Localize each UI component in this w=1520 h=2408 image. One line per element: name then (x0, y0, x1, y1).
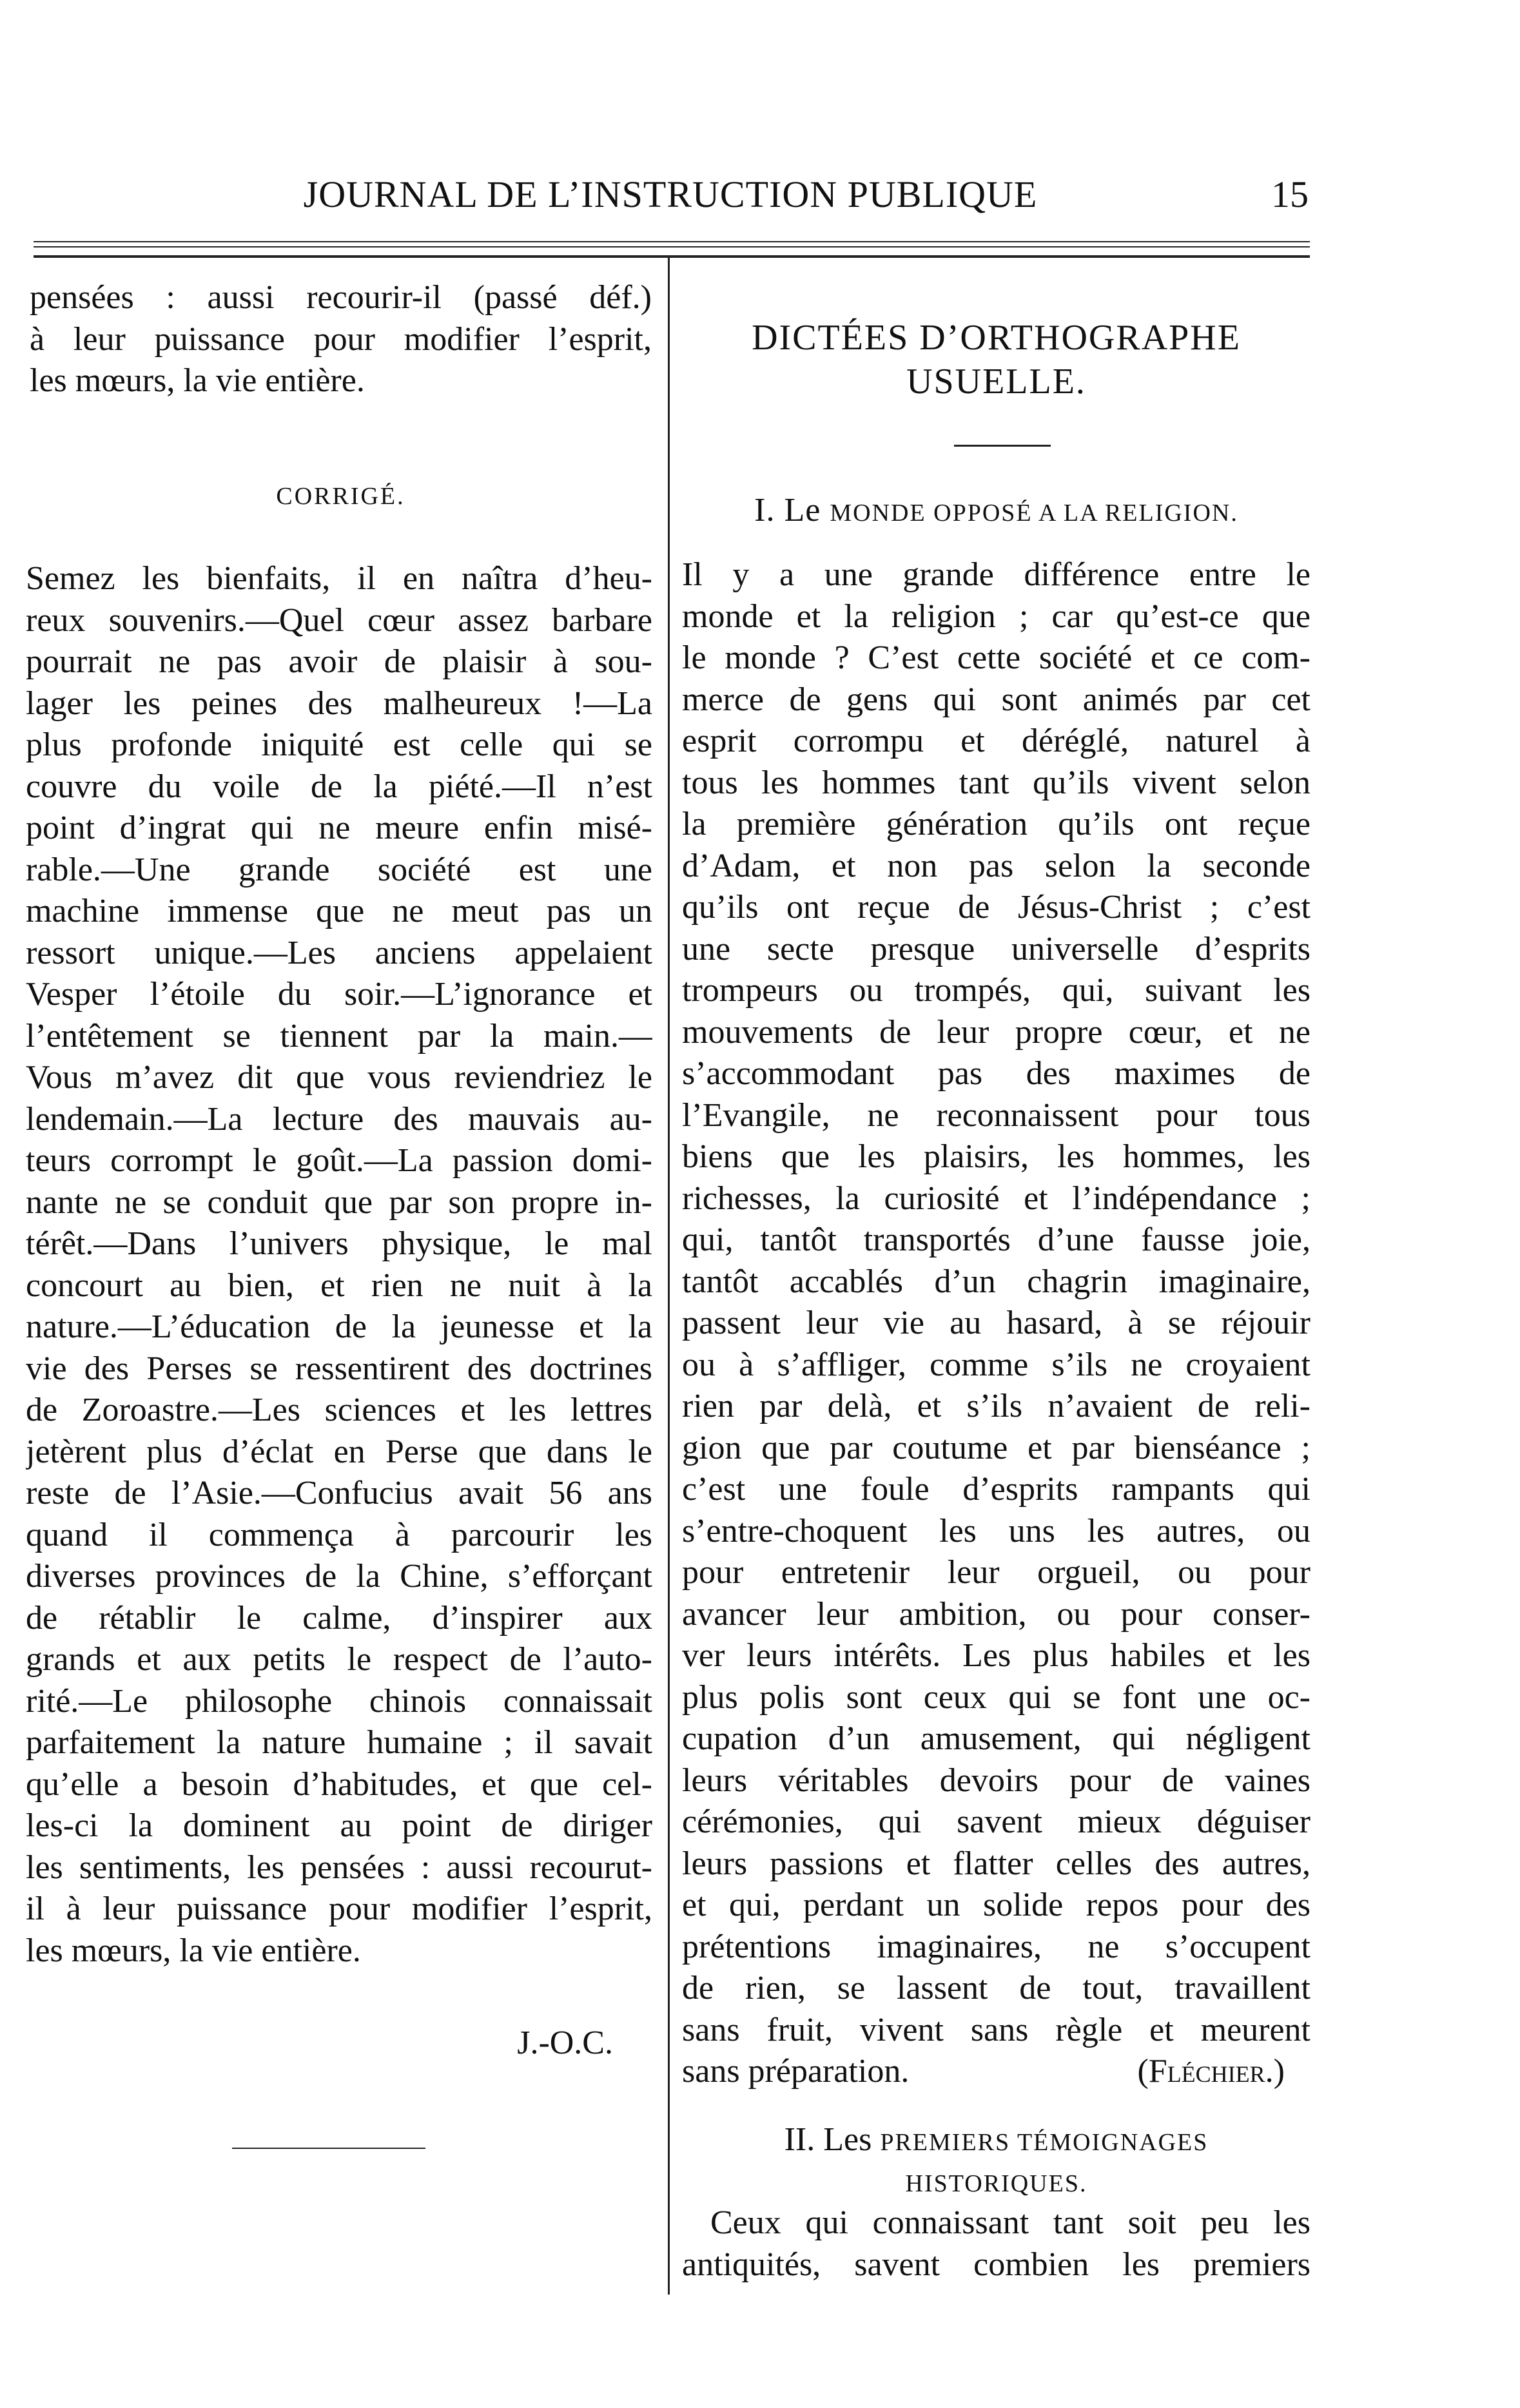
author-attribution (1137, 2051, 1311, 2093)
text-line: lager les peines des malheureux !—La (26, 685, 652, 722)
text-line: s’accommodant pas des maximes de (682, 1055, 1311, 1092)
text-line: point d’ingrat qui ne meure enfin misé- (26, 810, 652, 846)
text-line: et qui, perdant un solide repos pour des (682, 1887, 1311, 1923)
text-line: leurs véritables devoirs pour de vaines (682, 1762, 1311, 1799)
text-line: biens que les plaisirs, les hommes, les (682, 1138, 1311, 1175)
text-line: les mœurs, la vie entière. (26, 1932, 361, 1969)
text-line: de rien, se lassent de tout, travaillent (682, 1970, 1311, 2006)
text-line: couvre du voile de la piété.—Il n’est (26, 768, 652, 805)
section-title (682, 316, 1311, 403)
text-line: jetèrent plus d’éclat en Perse que dans le (26, 1433, 652, 1470)
column-divider (668, 258, 670, 2295)
title-rule (954, 445, 1051, 447)
section-end-rule (232, 2148, 425, 2149)
text-line: diverses provinces de la Chine, s’efforçant (26, 1558, 652, 1595)
text-line: pensées : aussi recourir-il (passé déf.) (30, 279, 652, 316)
text-line: prétentions imaginaires, ne s’occupent (682, 1928, 1311, 1965)
text-line: passent leur vie au hasard, à se réjouir (682, 1305, 1311, 1341)
text-line: de rétablir le calme, d’inspirer aux (26, 1599, 652, 1636)
text-line: rable.—Une grande société est une (26, 851, 652, 888)
text-line: concourt au bien, et rien ne nuit à la (26, 1267, 652, 1304)
text-line-end: sans préparation. (682, 2053, 910, 2090)
text-line: pourrait ne pas avoir de plaisir à sou- (26, 643, 652, 680)
subsection-number: I. (754, 492, 775, 529)
text-line: leurs passions et flatter celles des autres, (682, 1845, 1311, 1882)
text-line: l’entêtement se tiennent par la main.— (26, 1017, 652, 1054)
text-line: Vous m’avez dit que vous reviendriez le (26, 1059, 652, 1096)
subsection-body (682, 2203, 1311, 2286)
running-title: JOURNAL DE L’INSTRUCTION PUBLIQUE (303, 173, 1038, 215)
text-line: qui, tantôt transportés d’une fausse joie, (682, 1221, 1311, 1258)
corrige-body (26, 558, 652, 1972)
subsection-heading-line: HISTORIQUES. (905, 2170, 1087, 2197)
text-line: nante ne se conduit que par son propre in- (26, 1183, 652, 1221)
text-line: une secte presque universelle d’esprits (682, 930, 1311, 967)
left-column-intro (30, 277, 652, 402)
text-line: tantôt accablés d’un chagrin imaginaire, (682, 1263, 1311, 1300)
text-line: nature.—L’éducation de la jeunesse et la (26, 1308, 652, 1345)
text-line: il à leur puissance pour modifier l’esprit, (26, 1890, 652, 1927)
subsection-heading-line (682, 2119, 1311, 2163)
subsection-title-rest: PREMIERS TÉMOIGNAGES (880, 2129, 1209, 2156)
text-line: d’Adam, et non pas selon la seconde (682, 847, 1311, 884)
text-line: les mœurs, la vie entière. (30, 362, 365, 399)
text-line: qu’ils ont reçue de Jésus-Christ ; c’est (682, 889, 1311, 926)
section-title-line: DICTÉES D’ORTHOGRAPHE (752, 318, 1241, 358)
text-line: s’entre-choquent les uns les autres, ou (682, 1512, 1311, 1549)
text-line: plus polis sont ceux qui se font une oc- (682, 1678, 1311, 1716)
text-line: l’Evangile, ne reconnaissent pour tous (682, 1096, 1311, 1134)
subsection-heading (682, 2119, 1311, 2204)
text-line: cérémonies, qui savent mieux déguiser (682, 1803, 1311, 1840)
text-line: antiquités, savent combien les premiers (682, 2246, 1311, 2283)
header-rule (34, 255, 1310, 258)
subsection-title-first: Les (823, 2121, 872, 2158)
header-rule (34, 246, 1310, 248)
text-line: reste de l’Asie.—Confucius avait 56 ans (26, 1475, 652, 1511)
text-line: les sentiments, les pensées : aussi recourut- (26, 1849, 652, 1886)
text-line: richesses, la curiosité et l’indépendance ; (682, 1180, 1311, 1217)
text-line: plus profonde iniquité est celle qui se (26, 726, 652, 763)
text-line: esprit corrompu et déréglé, naturel à (682, 723, 1311, 759)
text-line: grands et aux petits le respect de l’auto- (26, 1641, 652, 1678)
text-line: qu’elle a besoin d’habitudes, et que cel- (26, 1765, 652, 1803)
text-line: gion que par coutume et par bienséance ; (682, 1429, 1311, 1466)
text-line: lendemain.—La lecture des mauvais au- (26, 1100, 652, 1138)
text-line: cupation d’un amusement, qui négligent (682, 1720, 1311, 1757)
text-line: trompeurs ou trompés, qui, suivant les (682, 972, 1311, 1009)
text-line: térêt.—Dans l’univers physique, le mal (26, 1225, 652, 1262)
text-line: pour entretenir leur orgueil, ou pour (682, 1554, 1311, 1591)
text-line: merce de gens qui sont animés par cet (682, 681, 1311, 718)
subsection-title-first: Le (784, 492, 821, 529)
text-line: Ceux qui connaissant tant soit peu les (710, 2204, 1311, 2241)
text-line: c’est une foule d’esprits rampants qui (682, 1471, 1311, 1508)
text-line: Il y a une grande différence entre le (682, 556, 1311, 593)
text-line: parfaitement la nature humaine ; il savait (26, 1724, 652, 1761)
text-line: ressort unique.—Les anciens appelaient (26, 934, 652, 971)
text-line: Semez les bienfaits, il en naîtra d’heu- (26, 560, 652, 597)
text-line: reux souvenirs.—Quel cœur assez barbare (26, 601, 652, 639)
text-line: ou à s’affliger, comme s’ils ne croyaient (682, 1346, 1311, 1383)
text-line: Vesper l’étoile du soir.—L’ignorance et (26, 976, 652, 1013)
text-line: monde et la religion ; car qu’est-ce que (682, 597, 1311, 635)
text-line-with-author (682, 2051, 1311, 2093)
section-title-line: USUELLE. (906, 362, 1086, 402)
page-number: 15 (1271, 173, 1309, 215)
header-rule (34, 241, 1310, 242)
text-line: avancer leur ambition, ou pour conser- (682, 1595, 1311, 1633)
subsection-number: II. (784, 2121, 815, 2158)
text-line: la première génération qu’ils ont reçue (682, 806, 1311, 842)
text-line: teurs corrompt le goût.—La passion domi- (26, 1142, 652, 1179)
corrige-heading: CORRIGÉ. (276, 483, 405, 510)
text-line: sans fruit, vivent sans règle et meurent (682, 2011, 1311, 2048)
text-line: les-ci la dominent au point de diriger (26, 1807, 652, 1844)
subsection-heading (682, 491, 1311, 529)
text-line: machine immense que ne meut pas un (26, 893, 652, 929)
text-line: mouvements de leur propre cœur, et ne (682, 1013, 1311, 1051)
text-line: rité.—Le philosophe chinois connaissait (26, 1682, 652, 1720)
right-column-body (682, 554, 1311, 2093)
author-name: (Fléchier.) (1137, 2053, 1285, 2090)
text-line: quand il commença à parcourir les (26, 1516, 652, 1553)
text-line: rien par delà, et s’ils n’avaient de reli- (682, 1388, 1311, 1424)
signature: J.-O.C. (517, 2024, 613, 2061)
text-line: le monde ? C’est cette société et ce com- (682, 639, 1311, 676)
text-line: de Zoroastre.—Les sciences et les lettres (26, 1392, 652, 1428)
text-line: tous les hommes tant qu’ils vivent selon (682, 764, 1311, 801)
text-line: vie des Perses se ressentirent des doctrines (26, 1350, 652, 1387)
subsection-title-rest: MONDE OPPOSÉ A LA RELIGION. (830, 500, 1238, 527)
text-line: ver leurs intérêts. Les plus habiles et les (682, 1637, 1311, 1674)
text-line: à leur puissance pour modifier l’esprit, (30, 320, 652, 358)
